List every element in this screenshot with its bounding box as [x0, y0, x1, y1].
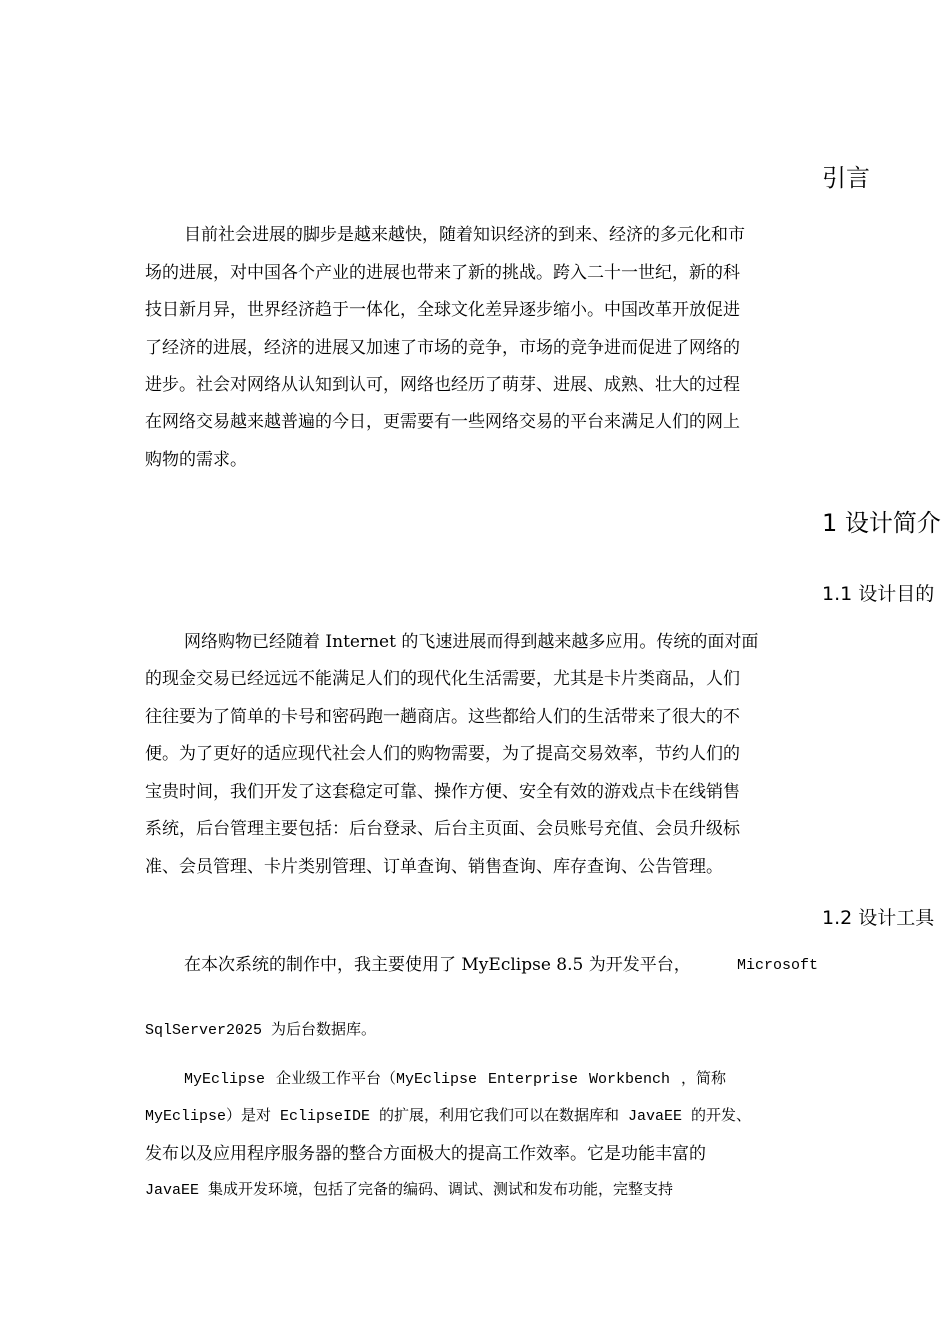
intro-line-7: 购物的需求。 — [145, 450, 247, 470]
s12-para2-line-3: 发布以及应用程序服务器的整合方面极大的提高工作效率。它是功能丰富的 — [145, 1144, 706, 1164]
s12-line-2: SqlServer2025 为后台数据库。 — [145, 1022, 377, 1039]
s11-line-1: 网络购物已经随着 Internet 的飞速进展而得到越来越多应用。传统的面对面 — [184, 632, 759, 652]
s12-para2-line-2: MyEclipse）是对 EclipseIDE 的扩展，利用它我们可以在数据库和 JavaEE 的开发、 — [145, 1108, 752, 1125]
s12-line-1a: 在本次系统的制作中，我主要使用了 MyEclipse 8.5 为开发平台， — [184, 955, 691, 975]
heading-section-1: 1 设计简介 — [822, 509, 941, 537]
s11-line-4: 便。为了更好的适应现代社会人们的购物需要，为了提高交易效率，节约人们的 — [145, 744, 740, 764]
intro-line-6: 在网络交易越来越普遍的今日，更需要有一些网络交易的平台来满足人们的网上 — [145, 412, 740, 432]
s11-line-6: 系统，后台管理主要包括：后台登录、后台主页面、会员账号充值、会员升级标 — [145, 819, 740, 839]
intro-line-1: 目前社会进展的脚步是越来越快，随着知识经济的到来、经济的多元化和市 — [184, 225, 745, 245]
s11-line-3: 往往要为了简单的卡号和密码跑一趟商店。这些都给人们的生活带来了很大的不 — [145, 707, 740, 727]
intro-line-4: 了经济的进展，经济的进展又加速了市场的竞争，市场的竞争进而促进了网络的 — [145, 338, 740, 358]
s12-para2-line-4: JavaEE 集成开发环境，包括了完备的编码、调试、测试和发布功能，完整支持 — [145, 1182, 674, 1199]
intro-line-3: 技日新月异，世界经济趋于一体化，全球文化差异逐步缩小。中国改革开放促进 — [145, 300, 740, 320]
intro-line-2: 场的进展，对中国各个产业的进展也带来了新的挑战。跨入二十一世纪，新的科 — [145, 263, 740, 283]
s12-para2-line-1: MyEclipse 企业级工作平台（MyEclipse Enterprise Workbench ，简称 — [184, 1071, 727, 1088]
s11-line-5: 宝贵时间，我们开发了这套稳定可靠、操作方便、安全有效的游戏点卡在线销售 — [145, 782, 740, 802]
intro-line-5: 进步。社会对网络从认知到认可，网络也经历了萌芽、进展、成熟、壮大的过程 — [145, 375, 740, 395]
heading-section-1-1: 1.1 设计目的 — [822, 583, 935, 605]
s11-line-7: 准、会员管理、卡片类别管理、订单查询、销售查询、库存查询、公告管理。 — [145, 857, 723, 877]
s11-line-2: 的现金交易已经远远不能满足人们的现代化生活需要，尤其是卡片类商品，人们 — [145, 669, 740, 689]
s12-line-1b: Microsoft — [737, 957, 819, 974]
heading-introduction: 引言 — [822, 164, 870, 192]
heading-section-1-2: 1.2 设计工具 — [822, 907, 935, 929]
